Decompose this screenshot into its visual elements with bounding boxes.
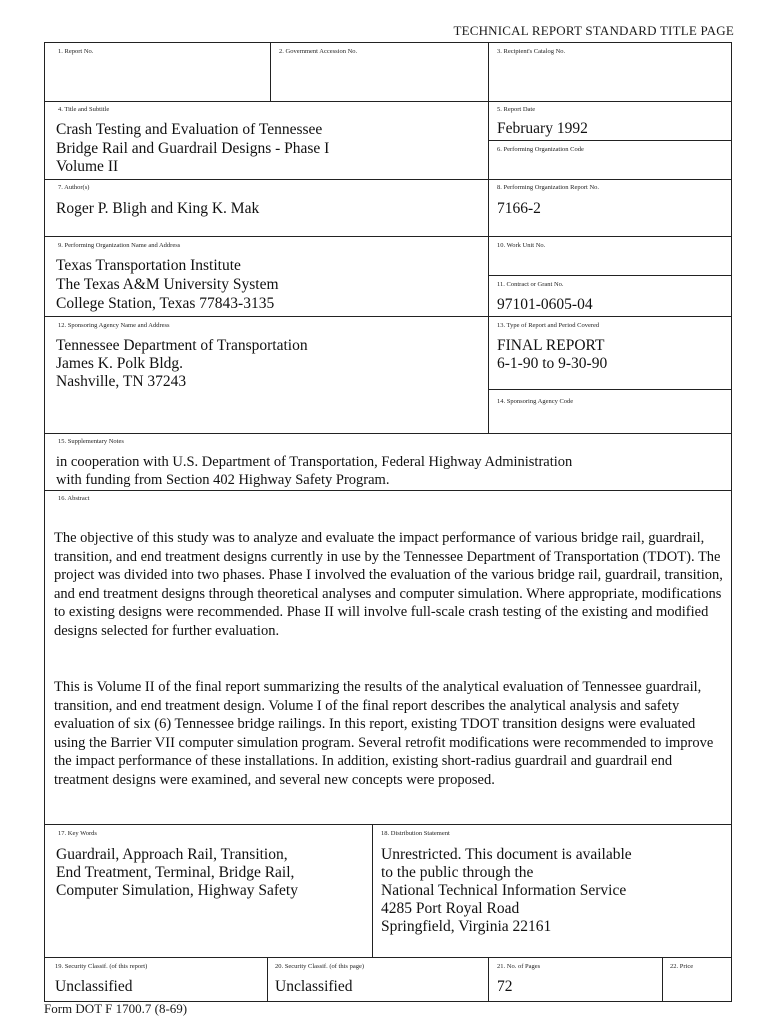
key-words-label: 17. Key Words xyxy=(58,830,97,837)
perf-org-report-no-label: 8. Performing Organization Report No. xyxy=(497,184,600,191)
key-words-line-3: Computer Simulation, Highway Safety xyxy=(56,882,298,899)
supplementary-line-1: in cooperation with U.S. Department of Transportation, Federal Highway Administration xyxy=(56,454,573,470)
report-date-label: 5. Report Date xyxy=(497,106,536,113)
perf-org-report-no-value: 7166-2 xyxy=(497,200,541,217)
security-page-value: Unclassified xyxy=(275,978,353,995)
form-number: Form DOT F 1700.7 (8-69) xyxy=(44,1001,188,1016)
supplementary-label: 15. Supplementary Notes xyxy=(58,438,124,445)
distribution-line-3: National Technical Information Service xyxy=(381,882,627,899)
title-line-1: Crash Testing and Evaluation of Tennessee xyxy=(56,121,323,138)
contract-no-value: 97101-0605-04 xyxy=(497,296,593,313)
sponsor-line-1: Tennessee Department of Transportation xyxy=(56,337,308,354)
authors-label: 7. Author(s) xyxy=(58,184,90,191)
distribution-line-1: Unrestricted. This document is available xyxy=(381,846,632,863)
abstract-paragraph-2: This is Volume II of the final report summarizing the results of the analytical evaluation of Tennessee guardrail, transition, and end treatment design. Volume I of the final report describes the analytical analysis and safety evaluation of six (6) Tennessee bridge railings. In this report, existing TDOT transition designs were evaluated using the Barrier VII computer simulation program. Several retrofit modifications were recommended to improve the impact performance of these installations. In addition, existing short-radius guardrail and guardrail end treatment designs were examined, and several new concepts were proposed. xyxy=(54,679,714,788)
title-subtitle-label: 4. Title and Subtitle xyxy=(58,106,110,113)
security-report-label: 19. Security Classif. (of this report) xyxy=(55,963,148,970)
perf-org-code-label: 6. Performing Organization Code xyxy=(497,146,584,153)
form-header-title: TECHNICAL REPORT STANDARD TITLE PAGE xyxy=(453,23,734,38)
report-type-line-1: FINAL REPORT xyxy=(497,337,605,354)
catalog-no-label: 3. Recipient's Catalog No. xyxy=(497,48,566,55)
report-type-label: 13. Type of Report and Period Covered xyxy=(497,322,600,329)
perf-org-line-3: College Station, Texas 77843-3135 xyxy=(56,295,275,312)
security-page-label: 20. Security Classif. (of this page) xyxy=(275,963,364,970)
report-date-value: February 1992 xyxy=(497,120,588,137)
no-pages-label: 21. No. of Pages xyxy=(497,963,541,970)
distribution-line-2: to the public through the xyxy=(381,864,534,881)
key-words-line-1: Guardrail, Approach Rail, Transition, xyxy=(56,846,288,863)
sponsor-code-label: 14. Sponsoring Agency Code xyxy=(497,398,574,405)
key-words-line-2: End Treatment, Terminal, Bridge Rail, xyxy=(56,864,295,881)
no-pages-value: 72 xyxy=(497,978,513,995)
price-label: 22. Price xyxy=(670,963,694,970)
perf-org-line-2: The Texas A&M University System xyxy=(56,276,279,293)
contract-no-label: 11. Contract or Grant No. xyxy=(497,281,564,288)
abstract-label: 16. Abstract xyxy=(58,495,90,502)
distribution-line-4: 4285 Port Royal Road xyxy=(381,900,520,917)
perf-org-line-1: Texas Transportation Institute xyxy=(56,257,241,274)
sponsor-name-label: 12. Sponsoring Agency Name and Address xyxy=(58,322,170,329)
sponsor-line-2: James K. Polk Bldg. xyxy=(56,355,184,372)
title-line-2: Bridge Rail and Guardrail Designs - Phase I xyxy=(56,139,330,157)
abstract-paragraph-1: The objective of this study was to analyze and evaluate the impact performance of various bridge rail, guardrail, transition, and end treatment designs currently in use by the Tennessee Department of Transportation (TDOT). The project was divided into two phases. Phase I involved the evaluation of the various bridge rail, guardrail, transition, and end treatment designs through theoretical analyses and computer simulation. Where appropriate, modifications to existing designs were recommended. Phase II will involve full-scale crash testing of the existing and modified designs selected for further evaluation. xyxy=(54,530,723,639)
supplementary-line-2: with funding from Section 402 Highway Safety Program. xyxy=(56,472,390,488)
work-unit-no-label: 10. Work Unit No. xyxy=(497,242,546,249)
distribution-label: 18. Distribution Statement xyxy=(381,830,450,837)
report-no-label: 1. Report No. xyxy=(58,48,94,55)
perf-org-name-label: 9. Performing Organization Name and Address xyxy=(58,242,181,249)
authors-value: Roger P. Bligh and King K. Mak xyxy=(56,200,260,217)
security-report-value: Unclassified xyxy=(55,978,133,995)
title-line-3: Volume II xyxy=(56,158,119,175)
distribution-line-5: Springfield, Virginia 22161 xyxy=(381,918,552,935)
sponsor-line-3: Nashville, TN 37243 xyxy=(56,373,187,390)
report-type-line-2: 6-1-90 to 9-30-90 xyxy=(497,355,608,372)
gov-accession-label: 2. Government Accession No. xyxy=(279,48,358,55)
